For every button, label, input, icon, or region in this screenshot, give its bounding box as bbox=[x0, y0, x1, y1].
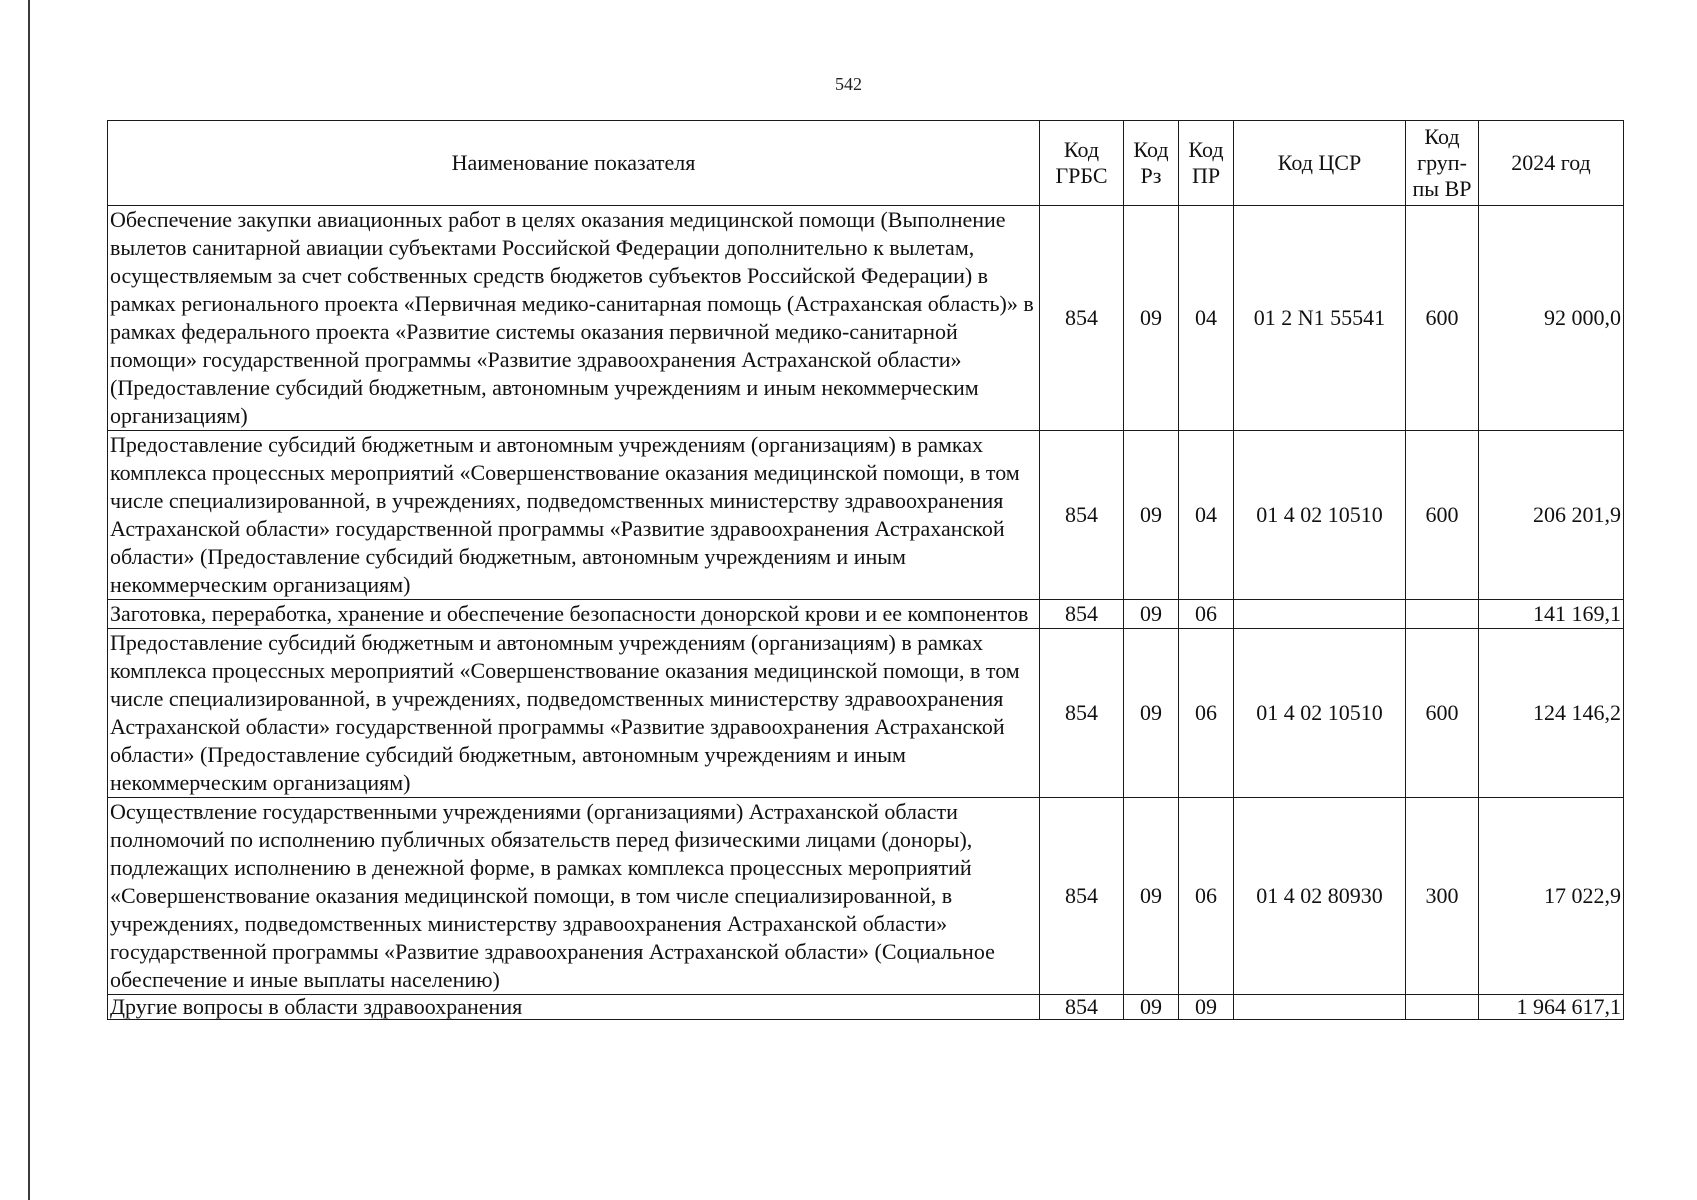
table-row bbox=[108, 798, 1624, 995]
row-csr: 01 4 02 80930 bbox=[1234, 798, 1406, 995]
row-pr: 04 bbox=[1179, 431, 1234, 600]
row-name: Заготовка, переработка, хранение и обеспечение безопасности донорской крови и ее компонентов bbox=[108, 600, 1040, 629]
header-vr: Код груп-пы ВР bbox=[1406, 121, 1479, 206]
row-grbs: 854 bbox=[1040, 629, 1124, 798]
row-name: Другие вопросы в области здравоохранения bbox=[108, 995, 1040, 1020]
row-csr: 01 4 02 10510 bbox=[1234, 629, 1406, 798]
row-grbs: 854 bbox=[1040, 206, 1124, 431]
row-pr: 06 bbox=[1179, 798, 1234, 995]
table-header-row bbox=[108, 121, 1624, 206]
row-rz: 09 bbox=[1124, 431, 1179, 600]
binding-margin-line bbox=[28, 0, 30, 1200]
row-grbs: 854 bbox=[1040, 431, 1124, 600]
table-row bbox=[108, 995, 1624, 1020]
header-year: 2024 год bbox=[1479, 121, 1624, 206]
page-number: 542 bbox=[835, 74, 862, 94]
row-grbs: 854 bbox=[1040, 798, 1124, 995]
row-csr bbox=[1234, 600, 1406, 629]
row-name: Предоставление субсидий бюджетным и автономным учреждениям (организациям) в рамках комплекса процессных мероприятий «Совершенствование оказания медицинской помощи, в том числе специализированной, в учреждениях, подведомственных министерству здравоохранения Астраханской области» государственной программы «Развитие здравоохранения Астраханской области» (Предоставление субсидий бюджетным, автономным учреждениям и иным некоммерческим организациям) bbox=[108, 431, 1040, 600]
row-vr: 600 bbox=[1406, 431, 1479, 600]
row-vr: 600 bbox=[1406, 629, 1479, 798]
row-amount: 124 146,2 bbox=[1479, 629, 1624, 798]
row-rz: 09 bbox=[1124, 600, 1179, 629]
row-amount: 1 964 617,1 bbox=[1479, 995, 1624, 1020]
row-name: Обеспечение закупки авиационных работ в целях оказания медицинской помощи (Выполнение вылетов санитарной авиации субъектами Российской Федерации дополнительно к вылетам, осуществляемым за счет собственных средств бюджетов субъектов Российской Федерации) в рамках регионального проекта «Первичная медико-санитарная помощь (Астраханская область)» в рамках федерального проекта «Развитие системы оказания первичной медико-санитарной помощи» государственной программы «Развитие здравоохранения Астраханской области» (Предоставление субсидий бюджетным, автономным учреждениям и иным некоммерческим организациям) bbox=[108, 206, 1040, 431]
row-csr bbox=[1234, 995, 1406, 1020]
row-pr: 06 bbox=[1179, 629, 1234, 798]
header-pr: Код ПР bbox=[1179, 121, 1234, 206]
header-csr: Код ЦСР bbox=[1234, 121, 1406, 206]
header-rz: Код Рз bbox=[1124, 121, 1179, 206]
row-grbs: 854 bbox=[1040, 600, 1124, 629]
row-vr: 300 bbox=[1406, 798, 1479, 995]
row-rz: 09 bbox=[1124, 995, 1179, 1020]
table-row bbox=[108, 600, 1624, 629]
row-amount: 206 201,9 bbox=[1479, 431, 1624, 600]
header-name: Наименование показателя bbox=[108, 121, 1040, 206]
row-grbs: 854 bbox=[1040, 995, 1124, 1020]
row-name: Осуществление государственными учреждениями (организациями) Астраханской области полномочий по исполнению публичных обязательств перед физическими лицами (доноры), подлежащих исполнению в денежной форме, в рамках комплекса процессных мероприятий «Совершенствование оказания медицинской помощи, в том числе специализированной, в учреждениях, подведомственных министерству здравоохранения Астраханской области» государственной программы «Развитие здравоохранения Астраханской области» (Социальное обеспечение и иные выплаты населению) bbox=[108, 798, 1040, 995]
row-csr: 01 4 02 10510 bbox=[1234, 431, 1406, 600]
row-pr: 04 bbox=[1179, 206, 1234, 431]
table-row bbox=[108, 206, 1624, 431]
row-vr: 600 bbox=[1406, 206, 1479, 431]
header-grbs: Код ГРБС bbox=[1040, 121, 1124, 206]
row-pr: 06 bbox=[1179, 600, 1234, 629]
row-amount: 92 000,0 bbox=[1479, 206, 1624, 431]
row-vr bbox=[1406, 995, 1479, 1020]
row-vr bbox=[1406, 600, 1479, 629]
row-name: Предоставление субсидий бюджетным и автономным учреждениям (организациям) в рамках комплекса процессных мероприятий «Совершенствование оказания медицинской помощи, в том числе специализированной, в учреждениях, подведомственных министерству здравоохранения Астраханской области» государственной программы «Развитие здравоохранения Астраханской области» (Предоставление субсидий бюджетным, автономным учреждениям и иным некоммерческим организациям) bbox=[108, 629, 1040, 798]
table-row bbox=[108, 629, 1624, 798]
row-rz: 09 bbox=[1124, 798, 1179, 995]
row-rz: 09 bbox=[1124, 629, 1179, 798]
row-amount: 17 022,9 bbox=[1479, 798, 1624, 995]
row-csr: 01 2 N1 55541 bbox=[1234, 206, 1406, 431]
budget-table bbox=[107, 120, 1624, 1020]
row-pr: 09 bbox=[1179, 995, 1234, 1020]
row-rz: 09 bbox=[1124, 206, 1179, 431]
table-row bbox=[108, 431, 1624, 600]
row-amount: 141 169,1 bbox=[1479, 600, 1624, 629]
